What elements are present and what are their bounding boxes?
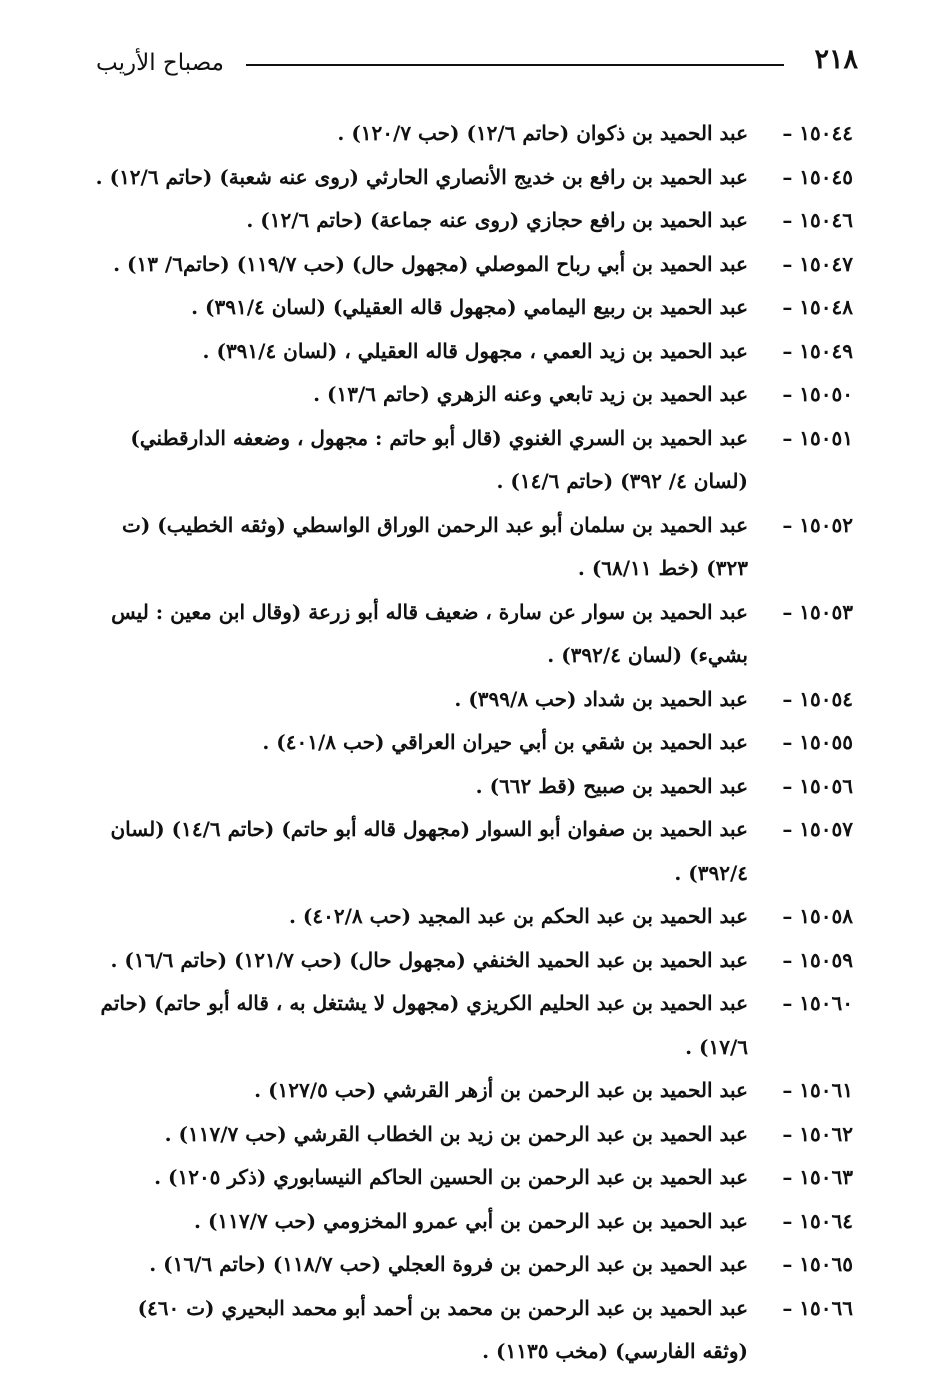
page-number: ٢١٨	[814, 44, 858, 75]
list-item	[93, 504, 853, 591]
entry-number: ١٥٠٤٨ –	[782, 295, 853, 319]
list-item	[93, 1156, 853, 1200]
entry-number: ١٥٠٥٩ –	[782, 947, 853, 972]
book-title: مصباح الأريب	[96, 50, 224, 76]
entry-text: عبد الحميد بن عبد الرحمن بن زيد بن الخطاب القرشي (حب ١١٧/٧) .	[164, 1121, 748, 1146]
list-item	[93, 199, 853, 243]
entry-text: عبد الحميد بن صفوان أبو السوار (مجهول قاله أبو حاتم) (حاتم ١٤/٦) (لسان ٣٩٢/٤) .	[110, 817, 748, 885]
entry-number: ١٥٠٦٠ –	[782, 991, 853, 1015]
header-rule	[246, 64, 784, 66]
entry-text: عبد الحميد بن عبد الحليم الكريزي (مجهول لا يشتغل به ، قاله أبو حاتم) (حاتم ١٧/٦) .	[100, 991, 748, 1059]
entry-text: عبد الحميد بن ربيع اليمامي (مجهول قاله العقيلي) (لسان ٣٩١/٤) .	[191, 295, 748, 319]
entry-number: ١٥٠٥٨ –	[782, 904, 853, 928]
entry-text: عبد الحميد بن شقي بن أبي حيران العراقي (حب ٤٠١/٨) .	[262, 730, 748, 754]
list-item	[93, 373, 853, 417]
entry-number: ١٥٠٥١ –	[782, 425, 853, 450]
entry-number: ١٥٠٥٤ –	[782, 686, 853, 711]
list-item	[93, 156, 853, 200]
entry-number: ١٥٠٤٧ –	[782, 251, 853, 276]
entry-number: ١٥٠٦٤ –	[782, 1208, 853, 1233]
entry-number: ١٥٠٥٣ –	[782, 599, 853, 624]
list-item	[93, 1113, 853, 1157]
list-item	[93, 1287, 853, 1374]
entry-text: عبد الحميد بن أبي رباح الموصلي (مجهول حال) (حب ١١٩/٧) (حاتم٦/ ١٣) .	[113, 251, 748, 276]
entry-number: ١٥٠٥٠ –	[782, 382, 853, 406]
entry-text: عبد الحميد بن شداد (حب ٣٩٩/٨) .	[454, 686, 748, 711]
entry-text: عبد الحميد بن عبد الرحمن بن أبي عمرو المخزومي (حب ١١٧/٧) .	[194, 1208, 748, 1233]
entry-number: ١٥٠٦٣ –	[782, 1165, 853, 1189]
entry-number: ١٥٠٦٢ –	[782, 1121, 853, 1146]
entry-number: ١٥٠٦٦ –	[782, 1295, 853, 1320]
entry-text: عبد الحميد بن ذكوان (حاتم ١٢/٦) (حب ١٢٠/٧) .	[337, 121, 748, 145]
list-item	[93, 1243, 853, 1287]
entry-text: عبد الحميد بن عبد الرحمن بن محمد بن أحمد أبو محمد البحيري (ت ٤٦٠) (وثقه الفارسي) (مخب ١١٣٥) .	[137, 1295, 748, 1363]
list-item	[93, 417, 853, 504]
entry-number: ١٥٠٦١ –	[782, 1078, 853, 1102]
entry-number: ١٥٠٤٥ –	[782, 164, 853, 189]
list-item	[93, 112, 853, 156]
entry-number: ١٥٠٤٤ –	[782, 121, 853, 145]
list-item	[93, 286, 853, 330]
entry-text: عبد الحميد بن سوار عن سارة ، ضعيف قاله أبو زرعة (وقال ابن معين : ليس بشيء) (لسان ٣٩٢/٤) .	[111, 599, 748, 667]
entry-number: ١٥٠٦٥ –	[782, 1252, 853, 1276]
list-item	[93, 765, 853, 809]
list-item	[93, 895, 853, 939]
entry-number: ١٥٠٥٧ –	[782, 817, 853, 841]
entry-text: عبد الحميد بن رافع حجازي (روى عنه جماعة) (حاتم ١٢/٦) .	[246, 208, 748, 232]
entry-text: عبد الحميد بن عبد الحميد الخنفي (مجهول حال) (حب ١٢١/٧) (حاتم ١٦/٦) .	[110, 947, 748, 972]
entry-text: عبد الحميد بن عبد الرحمن بن الحسين الحاكم النيسابوري (ذكر ١٢٠٥) .	[154, 1165, 748, 1189]
entry-number: ١٥٠٥٦ –	[782, 773, 853, 798]
entry-text: عبد الحميد بن صبيح (قط ٦٦٢) .	[475, 773, 748, 798]
entry-number: ١٥٠٤٦ –	[782, 208, 853, 232]
list-item	[93, 721, 853, 765]
list-item	[93, 678, 853, 722]
list-item	[93, 1200, 853, 1244]
entry-text: عبد الحميد بن السري الغنوي (قال أبو حاتم : مجهول ، وضعفه الدارقطني) (لسان ٤/ ٣٩٢) (حاتم ١٤/٦) .	[130, 425, 748, 493]
entry-text: عبد الحميد بن سلمان أبو عبد الرحمن الوراق الواسطي (وثقه الخطيب) (ت ٣٢٣) (خط ٦٨/١١) .	[122, 512, 748, 580]
entry-text: عبد الحميد بن زيد العمي ، مجهول قاله العقيلي ، (لسان ٣٩١/٤) .	[202, 338, 748, 363]
list-item	[93, 1069, 853, 1113]
entry-text: عبد الحميد بن زيد تابعي وعنه الزهري (حاتم ١٣/٦) .	[313, 382, 748, 406]
list-item	[93, 330, 853, 374]
list-item	[93, 243, 853, 287]
list-item	[93, 591, 853, 678]
entry-text: عبد الحميد بن رافع بن خديج الأنصاري الحارثي (روى عنه شعبة) (حاتم ١٢/٦) .	[95, 164, 748, 189]
entry-text: عبد الحميد بن عبد الرحمن بن فروة العجلي (حب ١١٨/٧) (حاتم ١٦/٦) .	[149, 1252, 748, 1276]
entry-text: عبد الحميد بن عبد الرحمن بن أزهر القرشي (حب ١٢٧/٥) .	[254, 1078, 748, 1102]
entry-text: عبد الحميد بن عبد الحكم بن عبد المجيد (حب ٤٠٢/٨) .	[288, 904, 748, 928]
entry-number: ١٥٠٥٥ –	[782, 730, 853, 754]
entry-list	[93, 112, 853, 1374]
list-item	[93, 808, 853, 895]
entry-number: ١٥٠٤٩ –	[782, 338, 853, 363]
list-item	[93, 982, 853, 1069]
entry-number: ١٥٠٥٢ –	[782, 512, 853, 537]
running-header	[96, 40, 858, 84]
list-item	[93, 939, 853, 983]
